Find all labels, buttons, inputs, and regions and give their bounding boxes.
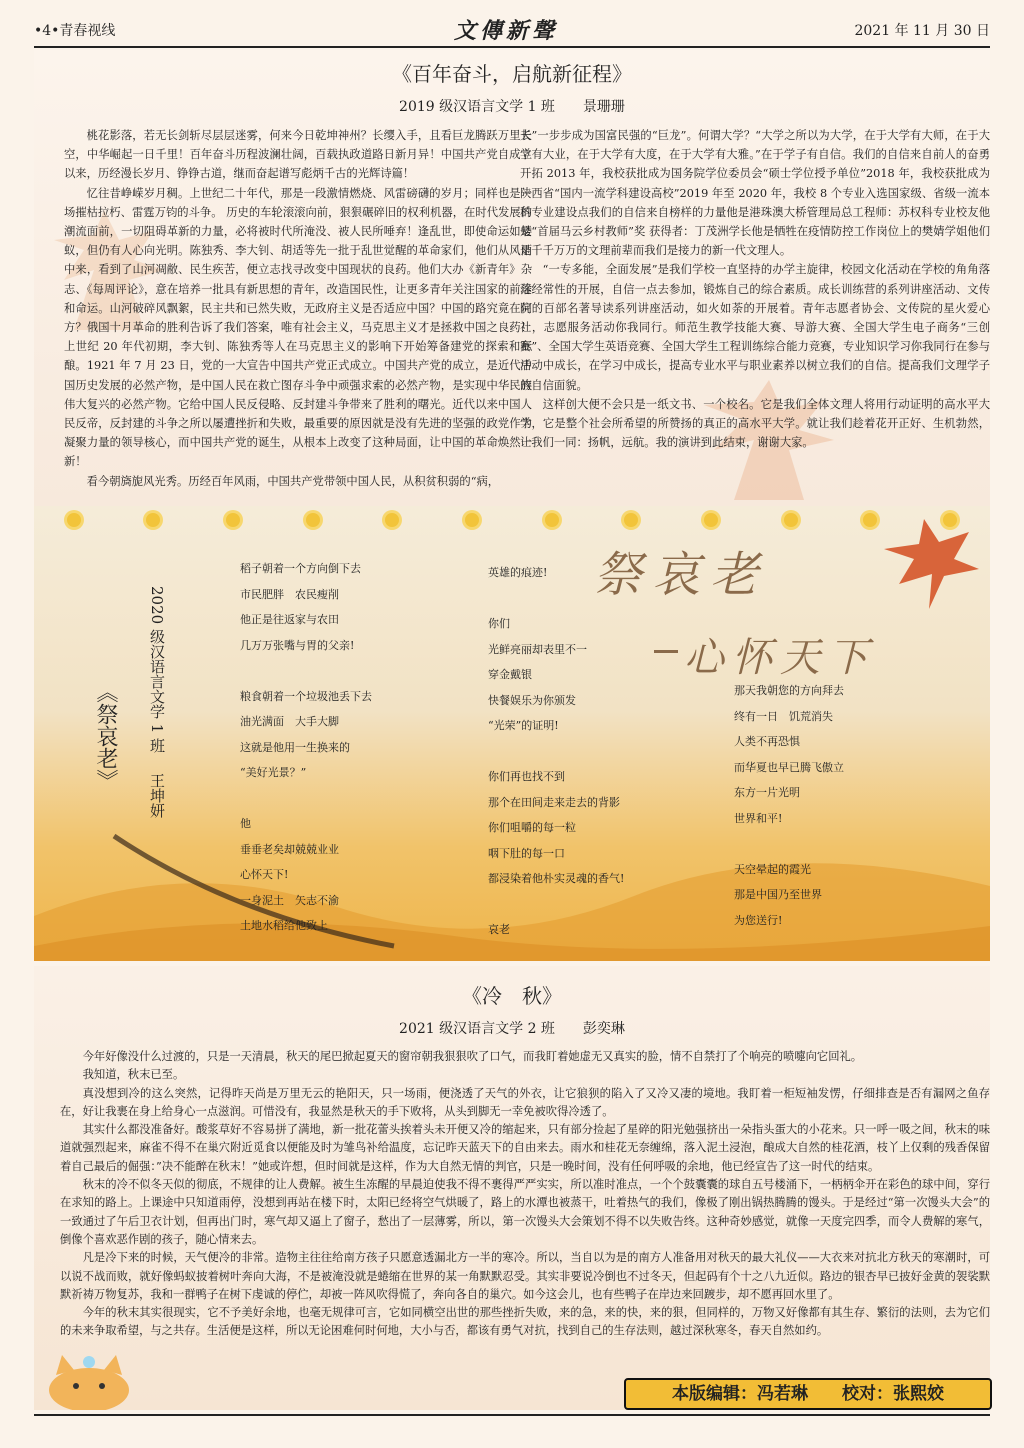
masthead-logo: 文傳新聲 xyxy=(454,18,559,44)
article-body xyxy=(60,1048,990,1341)
flower-border-top xyxy=(34,508,990,532)
poem-line: 那天我朝您的方向拜去 xyxy=(734,684,844,697)
poem-line: 垂垂老矣却兢兢业业 xyxy=(240,842,339,856)
poem-column-2 xyxy=(488,560,624,943)
poem-line xyxy=(488,892,624,918)
paragraph: “一专多能，全面发展”是我们学校一直坚持的办学主旋律，校园文化活动在学校的角角落落经常性的开展，自信一点去参加，锻炼自己的综合素质。成长训练营的系列讲座活动、文传院的百部名著导读系列讲座活动，如火如荼的开展着。青年志愿者协会、文传院的星火爱心社，志愿服务活动你我同行。师范生教学技能大赛、导游大赛、全国大学生电子商务“三创赛”、全国大学生英语竞赛、全国大学生工程训练综合能力竞赛，专业知识学习你我同行在参与活动中成长，在学习中成长，提高专业水平与职业素养以树立我们的自信。提高我们文理学子的自信面貌。 xyxy=(520,263,990,392)
poem-line xyxy=(488,739,624,765)
section-label: •4•青春视线 xyxy=(34,23,116,39)
poem-line: 心怀天下! xyxy=(240,868,289,881)
paragraph: 今年的秋末其实很现实，它不予美好余地，也毫无规律可言，它如同横空出世的那些挫折失败，来的急，来的快，来的狠，但同样的，万物又好像都有其生存、繁衍的法则，去为它们的未来争取希望，与之共存。生活便是这样，所以无论困难何时何地，大小与否，都该有勇气对抗，找到自己的生存法则，越过深秋寒冬，春天自然如约。 xyxy=(60,1306,990,1338)
poem-line: 人类不再恐惧 xyxy=(734,735,800,748)
flower-icon xyxy=(385,513,399,527)
flower-icon xyxy=(624,513,638,527)
bottom-rule xyxy=(34,1414,990,1416)
poem-line: 土地水稻给他致上 xyxy=(240,919,328,932)
poem-line xyxy=(240,786,372,812)
cat-illustration-icon xyxy=(44,1340,134,1410)
poem-line: 为您送行! xyxy=(734,913,783,927)
poem-line: 几万万张嘴与胃的父亲! xyxy=(240,638,355,652)
poem-line: 粮食朝着一个垃圾池丢下去 xyxy=(240,689,372,703)
paragraph: 今年好像没什么过渡的，只是一天清晨，秋天的尾巴掀起夏天的窗帘朝我狠狠吹了口气，而我盯着她虚无又真实的脸，情不自禁打了个响亮的喷嚏向它回礼。 xyxy=(82,1050,863,1063)
article-byline: 2019 级汉语言文学 1 班 景珊珊 xyxy=(399,99,625,115)
poem-line: 这就是他用一生换来的 xyxy=(240,740,350,754)
poem-line: 东方一片光明 xyxy=(734,786,800,799)
poem-line: 光鲜亮丽却表里不一 xyxy=(488,642,587,656)
poem-line: “光荣”的证明! xyxy=(488,719,559,732)
poem-line: 而华夏也早已腾飞傲立 xyxy=(734,760,844,774)
article-byline: 2021 级汉语言文学 2 班 彭奕琳 xyxy=(399,1021,625,1037)
poem-line: 世界和平! xyxy=(734,811,783,825)
poem-line: 哀老 xyxy=(488,923,510,936)
paragraph: 秋末的冷不似冬天似的彻底，不规律的让人费解。被生生冻醒的早晨迫使我不得不裹得严严实实，所以准时准点，一个个鼓囊囊的球自五号楼涌下，一柄柄伞开在彩色的球中间，穿行在求知的路上。上课途中只知道雨停，没想到再站在楼下时，太阳已经将空气烘暖了，路上的水潭也被蒸干，吐着热气的我们，像极了刚出锅热腾腾的馒头。于是经过“第一次馒头大会”的一致通过了午后卫衣计划，但再出门时，寒气却又逼上了窗子，愁出了一层薄雾，所以，第一次馒头大会策划不得不以失败告终。这种奇妙感觉，就像一天度完四季，而令人费解的寒气，倒像个喜欢恶作剧的孩子，随心情来去。 xyxy=(60,1178,990,1246)
paragraph: 这样创大便不会只是一纸文书、一个校名。它是我们全体文理人将用行动证明的高水平大学，它是整个社会所希望的所赞扬的真正的高水平大学。就让我们趁着花开正好、生机勃然，让我们一同：扬帆，远航。我的演讲到此结束，谢谢大家。 xyxy=(520,397,990,450)
poem-line: 天空晕起的霞光 xyxy=(734,862,811,876)
poem-line: 一身泥土 矢志不渝 xyxy=(240,893,339,907)
poem-line: 市民肥胖 农民瘦削 xyxy=(240,587,339,601)
poem-line: 穿金戴银 xyxy=(488,668,532,681)
editor-credits: 本版编辑：冯若琳 校对：张熙姣 xyxy=(624,1378,992,1410)
poem-line: 油光满面 大手大脚 xyxy=(240,715,339,728)
poem-line: 终有一日 饥荒消失 xyxy=(734,709,833,723)
poem-line: “美好光景？” xyxy=(240,766,307,779)
poem-line: 咽下肚的每一口 xyxy=(488,846,565,860)
poem-line: 他 xyxy=(240,817,251,830)
issue-date: 2021 年 11 月 30 日 xyxy=(854,23,990,39)
poem-line: 都浸染着他朴实灵魂的香气! xyxy=(488,872,625,885)
article-1 xyxy=(34,50,990,506)
paragraph: 夫”一步步成为国富民强的“巨龙”。何谓大学？“大学之所以为大学，在于大学有大师，在于大学有大业，在于大学有大度，在于大学有大雅。”在于学子有自信。我们的自信来自前人的奋勇开拓 2013 年，我校获批成为国务院学位委员会“硕士学位授予单位”2018 年，我校获批成为陕西省“国内一流学科建设高校”2019 年至 2020 年，我校 8 个专业入选国家级、省级一流本科专业建设点我们的自信来自榜样的力量他是港珠澳大桥管理局总工程师：苏权科专业校友他是“首届马云乡村教师”奖 获得者：丁茂洲学长他是牺牲在疫情防控工作岗位上的樊婧学姐他们是千千万万的文理前辈而我们是接力的新一代文理人。 xyxy=(520,129,990,258)
paragraph: 其实什么都没准备好。酸浆草好不容易拼了满地，新一批花蕾头挨着头未开便又冷的缩起来，只有部分捡起了星碎的阳光勉强挤出一朵指头蛋大的小花来。只一呼一吸之间，秋末的味道就强烈起来，麻雀不得不在巢穴附近觅食以便能及时为雏鸟补给温度，忘记昨天蓝天下的自由来去。雨水和桂花无奈缠绵，落入泥土浸泡，酿成大自然的桂花酒，枝丫上仅剩的残香保留着自己最后的倔强：”决不能醉在秋末！”她或许想，但时间就是这样，作为大自然无情的判官，只是一晚时间，没有任何呼吸的余地，他已经宣告了这一时代的结束。 xyxy=(60,1123,990,1173)
poem-title: 《祭哀老》 xyxy=(93,681,118,791)
poem-line: 你们咀嚼的每一粒 xyxy=(488,821,576,834)
poem-line: 他正是往返家与农田 xyxy=(240,613,339,626)
paragraph: 真没想到冷的这么突然，记得昨天尚是万里无云的艳阳天，只一场雨，便浇透了天气的外衣，让它狼狈的陷入了又冷又凄的境地。我盯着一柜短袖发愣，仔细排查是否有漏网之鱼存在，好让我裹在身上给身心一点滋润。可惜没有，我显然是秋天的手下败将，从头到脚无一幸免被吹得冷透了。 xyxy=(60,1086,990,1118)
flower-icon xyxy=(704,513,718,527)
poem-banner-title: 祭哀老 xyxy=(594,547,769,603)
poem-section xyxy=(34,506,990,961)
poem-line xyxy=(240,658,372,684)
paragraph: 桃花影落，若无长剑斩尽层层迷雾，何来今日乾坤神州？长缨入手，且看巨龙腾跃万里长空，中华崛起一日千里！百年奋斗历程波澜壮阔，百载执政道路日新月异！中国共产党自成立以来，历经漫长岁月、铮铮古道，继而奋起谱写彪炳千古的光辉诗篇！ xyxy=(64,129,532,181)
flower-icon xyxy=(784,513,798,527)
paragraph: 我知道，秋末已至。 xyxy=(82,1068,185,1082)
poem-line xyxy=(488,586,624,612)
flower-icon xyxy=(67,513,81,527)
flower-icon xyxy=(226,513,240,527)
poem-column-3 xyxy=(734,678,844,933)
flower-icon xyxy=(465,513,479,527)
poem-line: 你们 xyxy=(488,617,510,630)
flower-icon xyxy=(146,513,160,527)
poem-column-1 xyxy=(240,556,372,939)
poem-byline: 2020 级汉语言文学 1 班 王坤妍 xyxy=(148,586,166,818)
article-3 xyxy=(34,966,990,1410)
poem-line: 那个在田间走来走去的背影 xyxy=(488,795,620,809)
poem-line: 那是中国乃至世界 xyxy=(734,888,822,901)
flower-icon xyxy=(863,513,877,527)
paragraph: 看今朝旖旎风光秀。历经百年风雨，中国共产党带领中国人民，从积贫积弱的“病， xyxy=(86,474,500,488)
article-column-right xyxy=(520,126,990,452)
flower-icon xyxy=(943,513,957,527)
poem-line: 英雄的痕迹! xyxy=(488,566,548,579)
flower-icon xyxy=(545,513,559,527)
poem-line xyxy=(734,831,844,857)
article-title: 《百年奋斗，启航新征程》 xyxy=(392,62,632,86)
paragraph: 忆往昔峥嵘岁月稠。上世纪二十年代，那是一段激情燃烧、风雷磅礴的岁月；同样也是一场摧枯拉朽、雷霆万钧的斗争。 历史的车轮滚滚向前，狠狠碾碎旧的权利机器，在时代发展的潮流面前，一切阻碍革新的力量，必将被时代所淹没、被人民所唾弃！逢乱世，即使命运如蝼蚁，但仍有人心向光明。陈独秀、李大钊、胡适等先一批于乱世觉醒的革命家们，他们从风雨中来，看到了山河凋敝、民生疾苦，便立志找寻改变中国现状的良药。他们大办《新青年》杂志、《每周评论》，意在培养一批具有新思想的青年，改造国民性，让更多青年关注国家的前途和命运。山河破碎风飘絮，民主共和已然失败，无政府主义是否适应中国？中国的路究竟在何方？俄国十月革命的胜利告诉了我们答案，唯有社会主义，马克思主义才是拯救中国之良药！上世纪 20 年代初期，李大钊、陈独秀等人在马克思主义的影响下开始筹备建党的探索和酝酿。1921 年 7 月 23 日，党的一大宣告中国共产党正式成立。中国共产党的成立，是近代中国历史发展的必然产物，是中国人民在救亡图存斗争中顽强求索的必然产物，是实现中华民族伟大复兴的必然产物。它给中国人民反侵略、反封建斗争带来了胜利的曙光。近代以来中国人民反帝，反封建的斗争之所以屡遭挫折和失败，最重要的原因就是没有先进的坚强的政党作为凝聚力量的领导核心，而中国共产党的诞生，从根本上改变了这种局面，让中国的革命焕然一新！ xyxy=(64,186,532,469)
poem-line: 稻子朝着一个方向倒下去 xyxy=(240,562,361,575)
flower-icon xyxy=(306,513,320,527)
article-title: 《冷 秋》 xyxy=(462,984,562,1008)
poem-line: 你们再也找不到 xyxy=(488,770,565,783)
paragraph: 凡是冷下来的时候，天气便冷的非常。造物主往往给南方孩子只愿意透漏北方一半的寒冷。所以，当自以为是的南方人准备用对秋天的最大礼仪——大衣来对抗北方秋天的寒潮时，可以说不战而败，就好像蚂蚁披着树叶奔向大海，不是被淹没就是蜷缩在世界的某一角默默忍受。其实非要说冷倒也不过冬天，但起码有个十之八九近似。路边的银杏早已披好金黄的袈裟默默祈祷万物复苏，我和一群鸭子在树下虔诚的停伫，却被一阵风吹得慌了，奔向各自的巢穴。如今这会儿，也有些鸭子在岸边来回踱步，却不愿再回水里了。 xyxy=(60,1251,990,1301)
poem-line: 快餐娱乐为你颁发 xyxy=(488,693,576,707)
page-header xyxy=(34,14,990,48)
article-column-left xyxy=(64,126,532,496)
poem-banner-subtitle: 心怀天下 xyxy=(684,626,876,683)
